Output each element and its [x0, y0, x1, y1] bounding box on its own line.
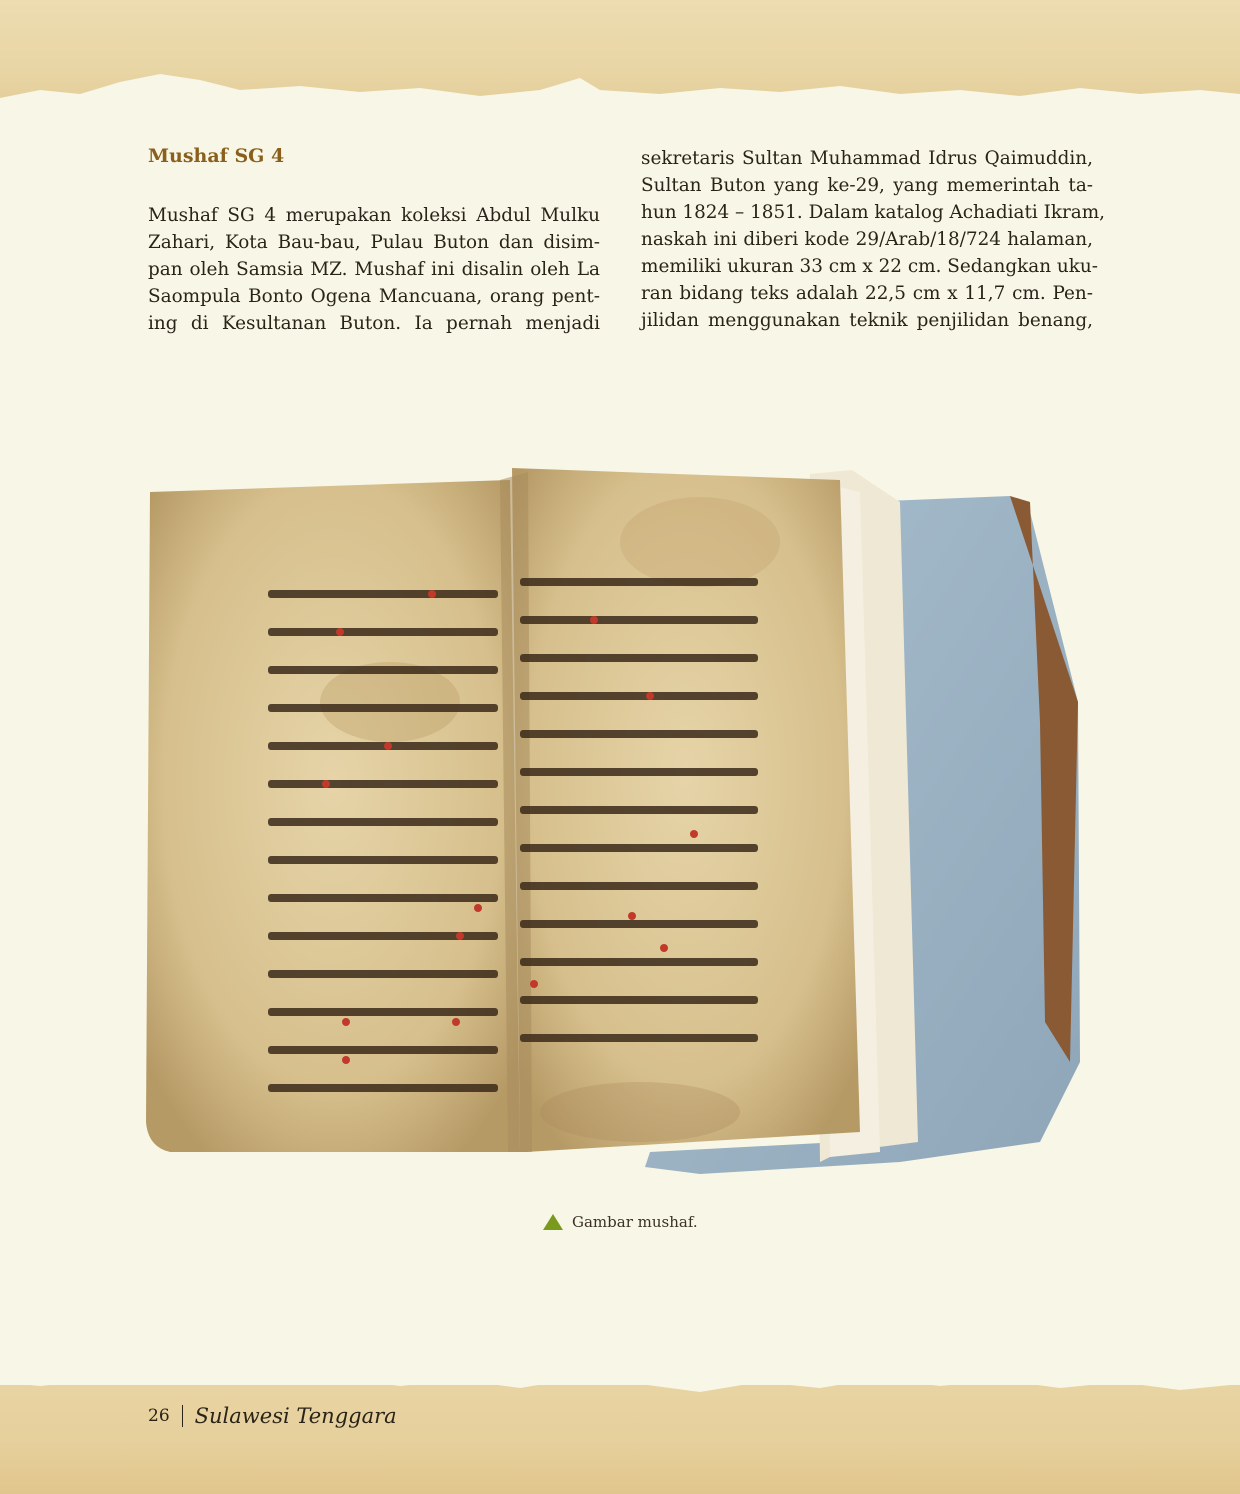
footer-divider	[182, 1405, 183, 1427]
text-line: Sultan Buton yang ke-29, yang memerintah ta-	[641, 175, 1093, 196]
text-line: pan oleh Samsia MZ. Mushaf ini disalin oleh La	[148, 259, 600, 280]
text-line: Saompula Bonto Ogena Mancuana, orang pent-	[148, 286, 600, 307]
manuscript-photo	[140, 462, 1090, 1182]
figure-caption	[542, 1210, 698, 1234]
book-title: Sulawesi Tenggara	[194, 1404, 397, 1428]
section-heading: Mushaf SG 4	[148, 145, 285, 167]
text-line: ing di Kesultanan Buton. Ia pernah menjadi	[148, 313, 600, 334]
triangle-marker-icon	[542, 1213, 564, 1231]
text-line: Mushaf SG 4 merupakan koleksi Abdul Mulku	[148, 205, 600, 226]
text-line: jilidan menggunakan teknik penjilidan benang,	[641, 310, 1093, 331]
text-line: ran bidang teks adalah 22,5 cm x 11,7 cm. Pen-	[641, 283, 1093, 304]
text-line: memiliki ukuran 33 cm x 22 cm. Sedangkan uku-	[641, 256, 1098, 277]
text-line: naskah ini diberi kode 29/Arab/18/724 halaman,	[641, 229, 1093, 250]
page-number: 26	[148, 1406, 170, 1426]
text-line: hun 1824 – 1851. Dalam katalog Achadiati Ikram,	[641, 202, 1106, 223]
caption-text: Gambar mushaf.	[572, 1213, 698, 1231]
right-column-text	[641, 145, 1106, 334]
left-column-text	[148, 202, 600, 337]
text-line: sekretaris Sultan Muhammad Idrus Qaimuddin,	[641, 148, 1093, 169]
text-line: Zahari, Kota Bau-bau, Pulau Buton dan disim-	[148, 232, 600, 253]
page-footer	[148, 1404, 397, 1428]
